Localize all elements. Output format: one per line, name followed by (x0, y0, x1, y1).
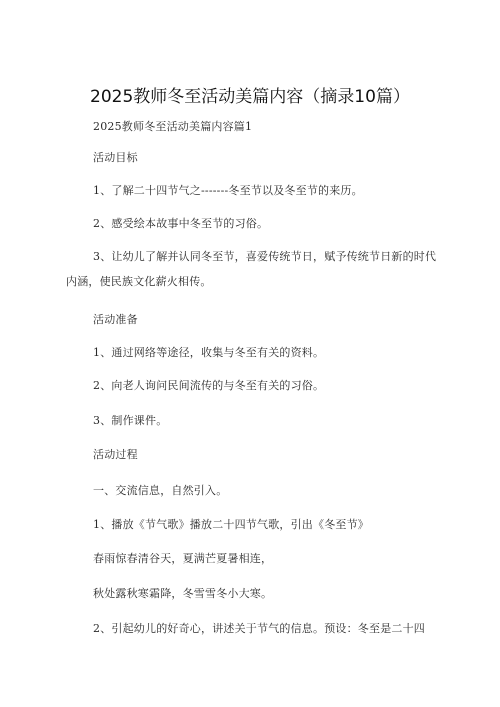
goal-item-3: 3、让幼儿了解并认同冬至节，喜爱传统节日，赋予传统节日新的时代 (93, 250, 437, 263)
prep-item-3: 3、制作课件。 (93, 414, 168, 427)
goal-item-1: 1、了解二十四节气之-------冬至节以及冬至节的来历。 (93, 184, 363, 197)
document-title: 2025教师冬至活动美篇内容（摘录10篇） (90, 87, 410, 107)
heading-activity-process: 活动过程 (93, 448, 138, 461)
song-line-2: 秋处露秋寒霜降，冬雪雪冬小大寒。 (93, 587, 273, 600)
process-item-2: 2、引起幼儿的好奇心，讲述关于节气的信息。预设：冬至是二十四 (93, 622, 425, 635)
section-subtitle: 2025教师冬至活动美篇内容篇1 (93, 120, 253, 133)
song-line-1: 春雨惊春清谷天，夏满芒夏暑相连， (93, 552, 273, 565)
heading-activity-goals: 活动目标 (93, 151, 138, 164)
goal-item-3-continued: 内涵，使民族文化薪火相传。 (66, 275, 212, 288)
process-step-1: 一、交流信息，自然引入。 (93, 484, 228, 497)
goal-item-2: 2、感受绘本故事中冬至节的习俗。 (93, 217, 269, 230)
heading-activity-prep: 活动准备 (93, 313, 138, 326)
prep-item-1: 1、通过网络等途径，收集与冬至有关的资料。 (93, 346, 325, 359)
prep-item-2: 2、向老人询问民间流传的与冬至有关的习俗。 (93, 379, 325, 392)
process-item-1: 1、播放《节气歌》播放二十四节气歌，引出《冬至节》 (93, 518, 369, 531)
